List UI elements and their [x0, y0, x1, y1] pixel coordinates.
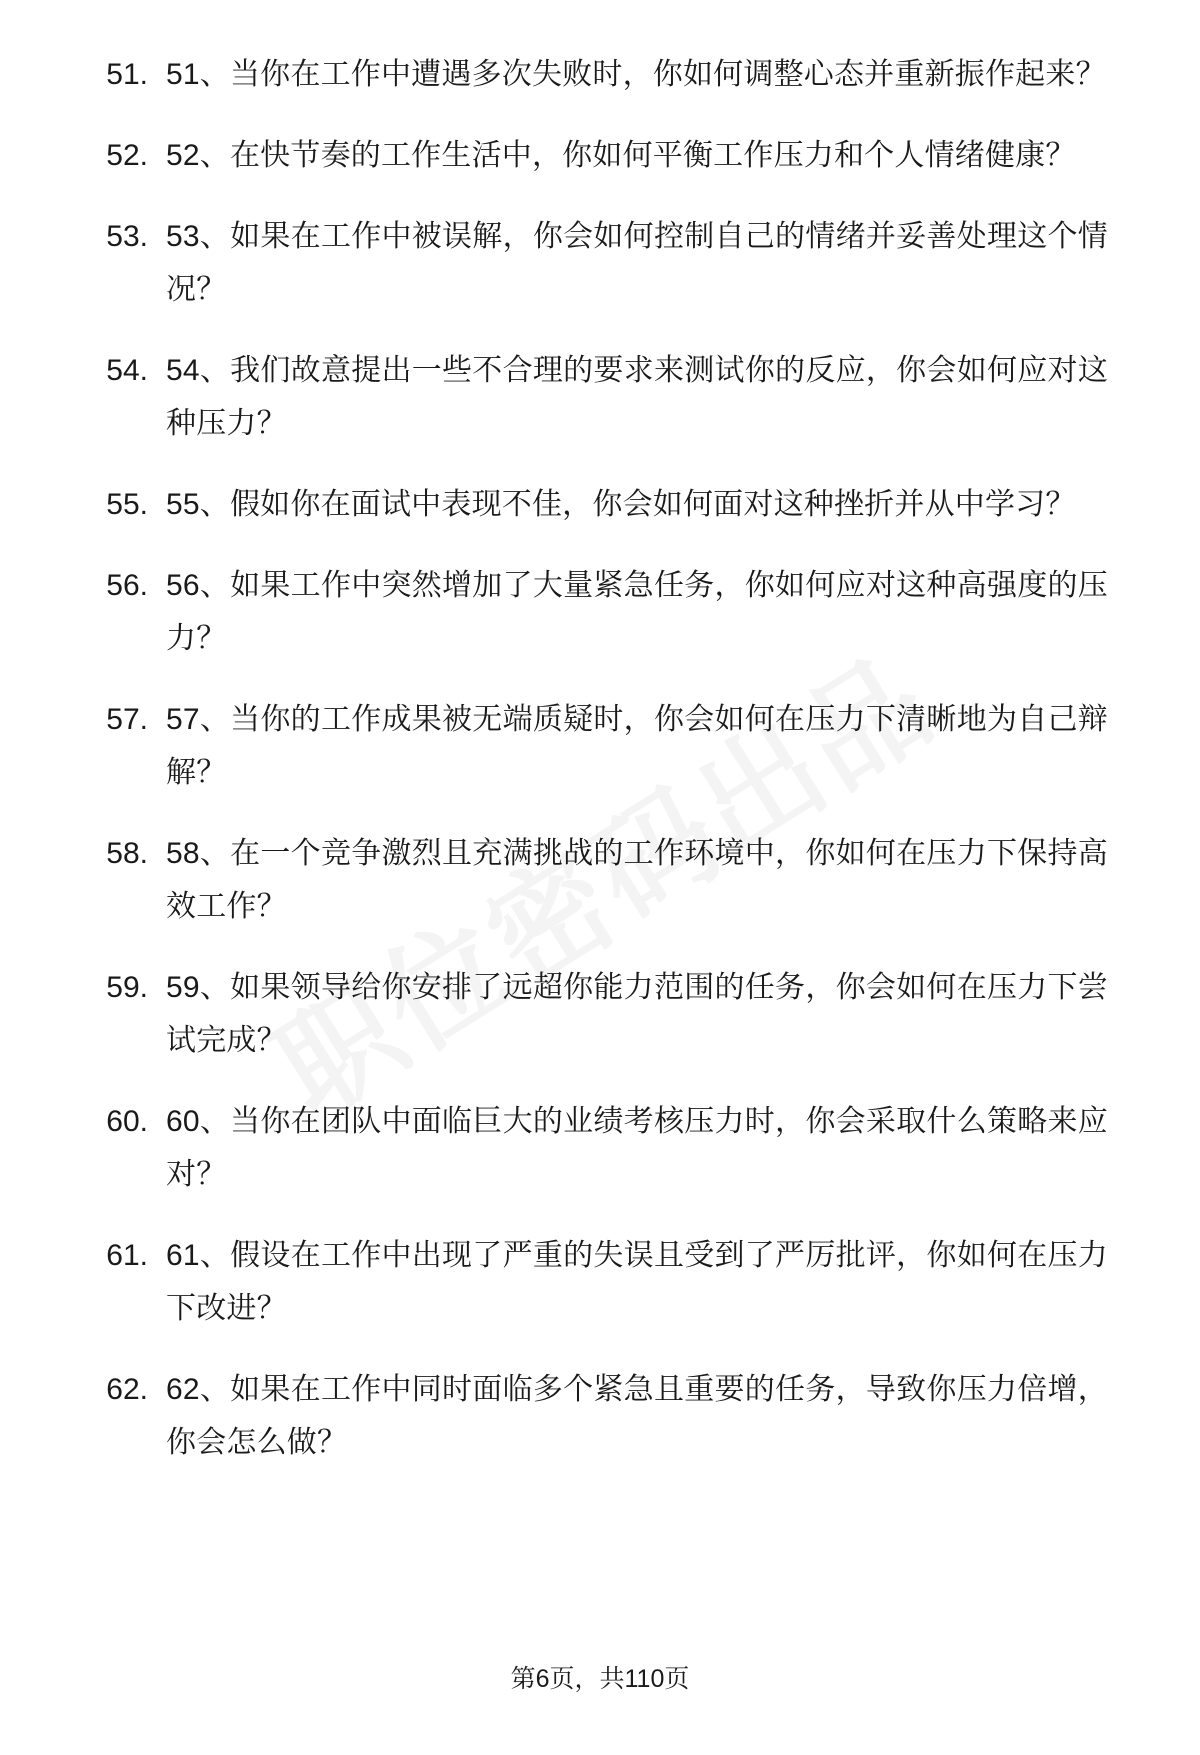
list-item: [92, 1363, 1108, 1469]
list-item-number: 53.: [106, 220, 148, 253]
list-item: [92, 827, 1108, 933]
question-list: [92, 48, 1108, 1469]
list-item-text: 59、如果领导给你安排了远超你能力范围的任务，你会如何在压力下尝试完成？: [166, 971, 1108, 1057]
list-item-text: 60、当你在团队中面临巨大的业绩考核压力时，你会采取什么策略来应对？: [166, 1105, 1108, 1191]
list-item-text: 57、当你的工作成果被无端质疑时，你会如何在压力下清晰地为自己辩解？: [166, 703, 1108, 789]
list-item-number: 56.: [106, 569, 148, 602]
list-item: [92, 559, 1108, 665]
list-item-number: 59.: [106, 971, 148, 1004]
list-item-text: 51、当你在工作中遭遇多次失败时，你如何调整心态并重新振作起来？: [166, 58, 1106, 91]
list-item: [92, 344, 1108, 450]
list-item: [92, 478, 1108, 531]
list-item-number: 52.: [106, 139, 148, 172]
list-item-text: 62、如果在工作中同时面临多个紧急且重要的任务，导致你压力倍增，你会怎么做？: [166, 1373, 1108, 1459]
list-item-text: 53、如果在工作中被误解，你会如何控制自己的情绪并妥善处理这个情况？: [166, 220, 1108, 306]
list-item-text: 58、在一个竞争激烈且充满挑战的工作环境中，你如何在压力下保持高效工作？: [166, 837, 1108, 923]
list-item-number: 55.: [106, 488, 148, 521]
list-item-text: 61、假设在工作中出现了严重的失误且受到了严厉批评，你如何在压力下改进？: [166, 1239, 1108, 1325]
list-item-text: 54、我们故意提出一些不合理的要求来测试你的反应，你会如何应对这种压力？: [166, 354, 1108, 440]
list-item: [92, 210, 1108, 316]
page-content: [92, 48, 1108, 1469]
list-item-number: 51.: [106, 58, 148, 91]
list-item-number: 57.: [106, 703, 148, 736]
list-item-text: 56、如果工作中突然增加了大量紧急任务，你如何应对这种高强度的压力？: [166, 569, 1108, 655]
list-item: [92, 1229, 1108, 1335]
list-item: [92, 961, 1108, 1067]
list-item-number: 61.: [106, 1239, 148, 1272]
list-item-number: 58.: [106, 837, 148, 870]
list-item: [92, 129, 1108, 182]
page-footer: 第6页，共110页: [510, 1665, 690, 1693]
list-item-text: 55、假如你在面试中表现不佳，你会如何面对这种挫折并从中学习？: [166, 488, 1076, 521]
list-item-number: 62.: [106, 1373, 148, 1406]
list-item: [92, 693, 1108, 799]
list-item: [92, 1095, 1108, 1201]
list-item-number: 54.: [106, 354, 148, 387]
list-item-text: 52、在快节奏的工作生活中，你如何平衡工作压力和个人情绪健康？: [166, 139, 1076, 172]
list-item: [92, 48, 1108, 101]
list-item-number: 60.: [106, 1105, 148, 1138]
